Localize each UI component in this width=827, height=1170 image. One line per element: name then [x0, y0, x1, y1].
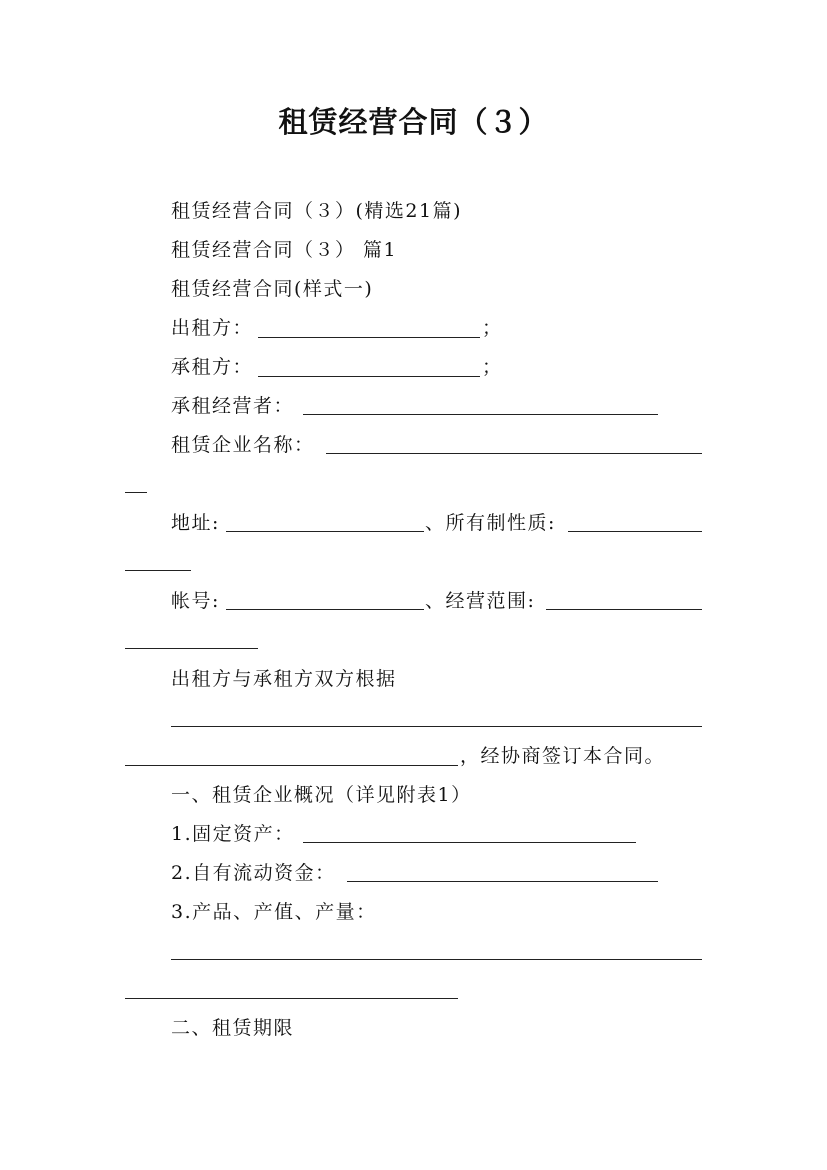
item-1-blank: [303, 842, 636, 843]
basis-blank: [171, 726, 702, 727]
sample-line: 租赁经营合同(样式一): [171, 278, 374, 300]
account-blank: [226, 609, 424, 610]
item-2-blank: [347, 881, 658, 882]
account-label: 帐号:: [171, 590, 220, 612]
lessor-end: ；: [482, 317, 503, 339]
section-2-heading: 二、租赁期限: [171, 1017, 295, 1039]
enterprise-blank-continued: [125, 492, 147, 493]
item-3-blank-continued: [125, 998, 458, 999]
item-1-label: 1.固定资产：: [171, 823, 295, 845]
basis-blank-continued: [125, 765, 458, 766]
basis-end: ，经协商签订本合同。: [460, 745, 666, 767]
operator-blank: [303, 414, 658, 415]
enterprise-blank: [326, 453, 702, 454]
subtitle-line: 租赁经营合同（３）(精选21篇): [171, 200, 463, 222]
item-2-label: 2.自有流动资金：: [171, 862, 336, 884]
address-label: 地址:: [171, 512, 220, 534]
operator-label: 承租经营者：: [171, 395, 295, 417]
lessee-label: 承租方：: [171, 356, 254, 378]
document-title: 租赁经营合同（３）: [278, 105, 549, 139]
chapter-line: 租赁经营合同（３） 篇1: [171, 239, 398, 261]
lessor-label: 出租方：: [171, 317, 254, 339]
scope-blank-continued: [125, 648, 258, 649]
address-blank: [226, 531, 424, 532]
scope-blank: [546, 609, 702, 610]
ownership-label: 、所有制性质:: [425, 512, 556, 534]
lessee-end: ；: [482, 356, 503, 378]
lessee-blank: [258, 376, 480, 377]
basis-text: 出租方与承租方双方根据: [171, 668, 397, 690]
item-3-blank: [171, 959, 702, 960]
ownership-blank-continued: [125, 570, 191, 571]
section-1-heading: 一、租赁企业概况（详见附表1）: [171, 784, 472, 806]
lessor-blank: [258, 337, 480, 338]
scope-label: 、经营范围:: [425, 590, 536, 612]
item-3-label: 3.产品、产值、产量：: [171, 901, 377, 923]
enterprise-label: 租赁企业名称：: [171, 434, 315, 456]
ownership-blank: [568, 531, 702, 532]
